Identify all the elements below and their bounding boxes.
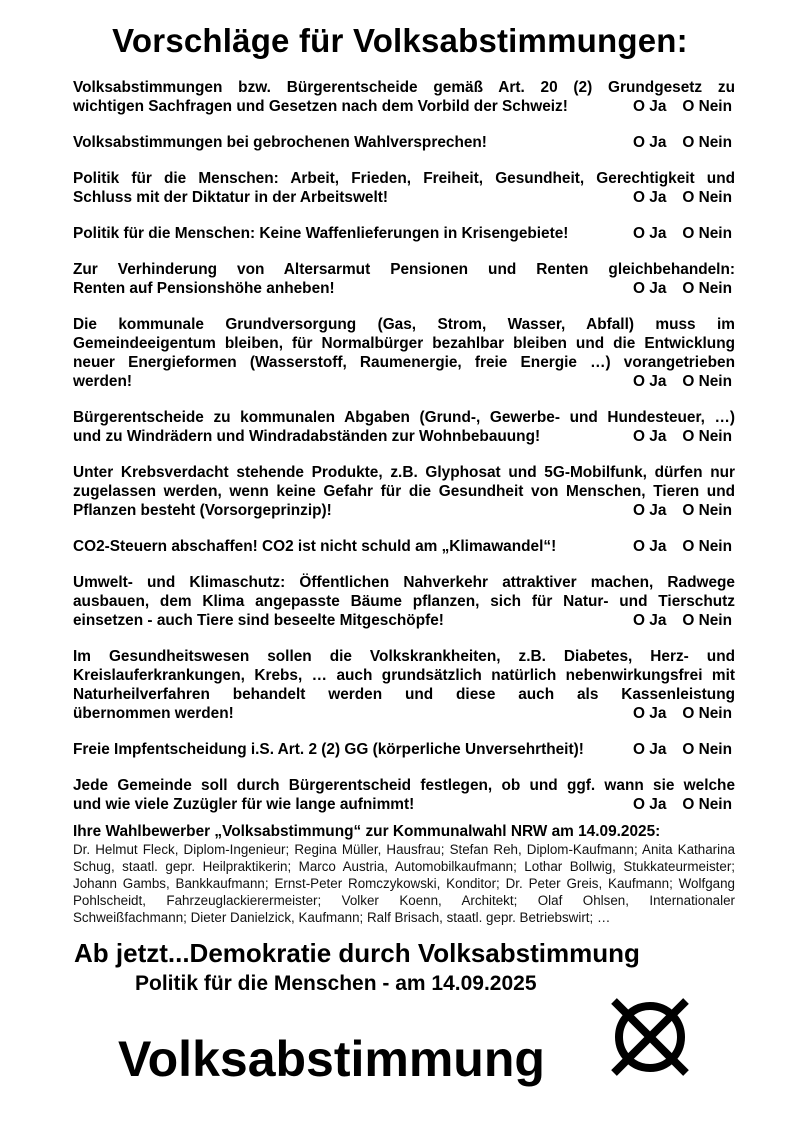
vote-options (633, 537, 732, 556)
vote-options (633, 740, 732, 759)
proposal-text: Im Gesundheitswesen sollen die Volkskrankheiten, z.B. Diabetes, Herz- und Kreislauferkrankungen, Krebs, … auch grundsätzlich natürlich nebenwirkungsfrei mit Naturheilverfahren behandelt werden und diese auch als Kassenleistung (73, 648, 735, 703)
proposal-item (73, 169, 735, 207)
proposal-text: Die kommunale Grundversorgung (Gas, Strom, Wasser, Abfall) muss im Gemeindeeigentum bleiben, für Normalbürger bezahlbar bleiben und die Entwicklung neuer Energieformen (Wasserstoff, Raumenergie, freie Energie …) vorangetrieben (73, 316, 735, 371)
proposal-text: Bürgerentscheide zu kommunalen Abgaben (Grund-, Gewerbe- und Hundesteuer, …) (73, 409, 735, 426)
option-yes: O Ja (633, 98, 667, 115)
proposal-item (73, 315, 735, 391)
option-yes: O Ja (633, 612, 667, 629)
option-yes: O Ja (633, 373, 667, 390)
proposal-item (73, 408, 735, 446)
proposal-list (73, 78, 735, 831)
option-no: O Nein (682, 189, 732, 206)
page-title: Vorschläge für Volksabstimmungen: (112, 22, 688, 59)
proposal-text: Zur Verhinderung von Altersarmut Pensionen und Renten gleichbehandeln: (73, 261, 735, 278)
vote-options (633, 188, 732, 207)
option-yes: O Ja (633, 225, 667, 242)
option-no: O Nein (682, 796, 732, 813)
vote-options (633, 279, 732, 298)
proposal-text-last-line: einsetzen - auch Tiere sind beseelte Mitgeschöpfe! (73, 612, 444, 629)
proposal-item (73, 740, 735, 759)
proposal-item (73, 260, 735, 298)
proposal-item (73, 133, 735, 152)
candidates-list: Dr. Helmut Fleck, Diplom-Ingenieur; Regina Müller, Hausfrau; Stefan Reh, Diplom-Kaufmann; Anita Katharina Schug, staatl. gepr. Heilpraktikerin; Marco Austria, Automobilkaufmann; Lothar Bollwig, Stukkateurmeister; Johann Gambs, Bankkaufmann; Ernst-Peter Romczykowski, Konditor; Dr. Peter Greis, Kaufmann; Wolfgang Pohlscheidt, Fahrzeuglackierermeister; Volker Koenn, Architekt; Olaf Ohlsen, Internationaler Schweißfachmann; Dieter Danielzick, Kaufmann; Ralf Brisach, staatl. gepr. Betriebswirt; … (73, 842, 735, 925)
ballot-cross-icon (608, 995, 692, 1079)
proposal-text: Umwelt- und Klimaschutz: Öffentlichen Nahverkehr attraktiver machen, Radwege ausbauen, dem Klima angepasste Bäume pflanzen, sich für Natur- und Tierschutz (73, 574, 735, 610)
candidates-heading: Ihre Wahlbewerber „Volksabstimmung“ zur Kommunalwahl NRW am 14.09.2025: (73, 823, 661, 840)
option-no: O Nein (682, 98, 732, 115)
proposal-item (73, 537, 735, 556)
proposal-item (73, 647, 735, 723)
option-no: O Nein (682, 428, 732, 445)
slogan: Ab jetzt...Demokratie durch Volksabstimmung (74, 938, 640, 968)
vote-options (633, 224, 732, 243)
option-no: O Nein (682, 502, 732, 519)
proposal-text-last-line: Volksabstimmungen bei gebrochenen Wahlversprechen! (73, 134, 487, 151)
option-yes: O Ja (633, 705, 667, 722)
option-yes: O Ja (633, 189, 667, 206)
option-yes: O Ja (633, 538, 667, 555)
vote-options (633, 372, 732, 391)
vote-options (633, 704, 732, 723)
proposal-text-last-line: werden! (73, 373, 133, 390)
option-no: O Nein (682, 741, 732, 758)
option-no: O Nein (682, 280, 732, 297)
party-name: Volksabstimmung (118, 1031, 545, 1087)
proposal-item (73, 224, 735, 243)
vote-options (633, 97, 732, 116)
proposal-item (73, 573, 735, 630)
option-yes: O Ja (633, 502, 667, 519)
proposal-text-last-line: wichtigen Sachfragen und Gesetzen nach dem Vorbild der Schweiz! (73, 98, 568, 115)
candidates-section (73, 822, 735, 926)
option-no: O Nein (682, 225, 732, 242)
subslogan: Politik für die Menschen - am 14.09.2025 (135, 972, 537, 995)
proposal-text-last-line: Schluss mit der Diktatur in der Arbeitswelt! (73, 189, 389, 206)
option-no: O Nein (682, 538, 732, 555)
proposal-text-last-line: CO2-Steuern abschaffen! CO2 ist nicht schuld am „Klimawandel“! (73, 538, 557, 555)
option-no: O Nein (682, 612, 732, 629)
vote-options (633, 501, 732, 520)
option-yes: O Ja (633, 796, 667, 813)
option-no: O Nein (682, 705, 732, 722)
proposal-text-last-line: Renten auf Pensionshöhe anheben! (73, 280, 335, 297)
option-yes: O Ja (633, 428, 667, 445)
proposal-text: Jede Gemeinde soll durch Bürgerentscheid festlegen, ob und ggf. wann sie welche (73, 777, 735, 794)
proposal-item (73, 776, 735, 814)
vote-options (633, 611, 732, 630)
proposal-text-last-line: übernommen werden! (73, 705, 234, 722)
option-yes: O Ja (633, 134, 667, 151)
proposal-text: Unter Krebsverdacht stehende Produkte, z.B. Glyphosat und 5G-Mobilfunk, dürfen nur zugelassen werden, wenn keine Gefahr für die Gesundheit von Menschen, Tieren und (73, 464, 735, 500)
vote-options (633, 427, 732, 446)
option-no: O Nein (682, 134, 732, 151)
vote-options (633, 795, 732, 814)
proposal-text-last-line: und zu Windrädern und Windradabständen zur Wohnbebauung! (73, 428, 541, 445)
option-no: O Nein (682, 373, 732, 390)
proposal-text: Volksabstimmungen bzw. Bürgerentscheide gemäß Art. 20 (2) Grundgesetz zu (73, 79, 735, 96)
option-yes: O Ja (633, 280, 667, 297)
proposal-text-last-line: Politik für die Menschen: Keine Waffenlieferungen in Krisengebiete! (73, 225, 569, 242)
proposal-item (73, 463, 735, 520)
proposal-item (73, 78, 735, 116)
proposal-text-last-line: Freie Impfentscheidung i.S. Art. 2 (2) GG (körperliche Unversehrtheit)! (73, 741, 584, 758)
proposal-text-last-line: und wie viele Zuzügler für wie lange aufnimmt! (73, 796, 415, 813)
vote-options (633, 133, 732, 152)
option-yes: O Ja (633, 741, 667, 758)
proposal-text-last-line: Pflanzen besteht (Vorsorgeprinzip)! (73, 502, 332, 519)
proposal-text: Politik für die Menschen: Arbeit, Frieden, Freiheit, Gesundheit, Gerechtigkeit und (73, 170, 735, 187)
